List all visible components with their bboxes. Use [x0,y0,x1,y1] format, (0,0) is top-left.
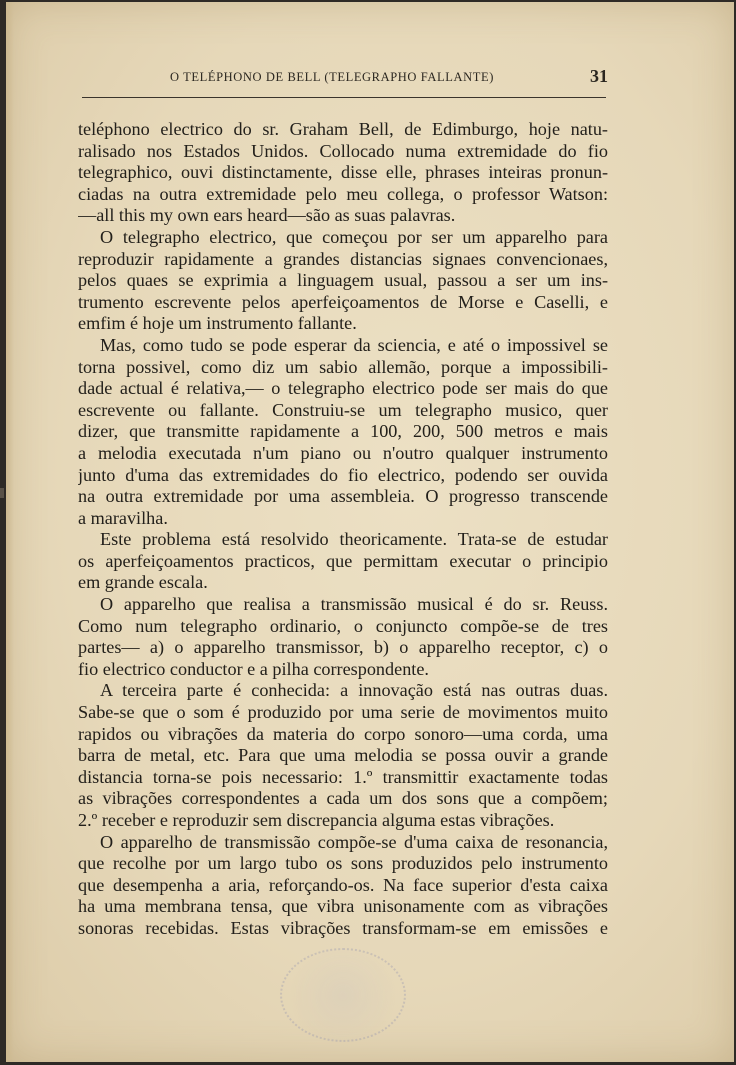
text-line: junto d'uma das extremidades do fio electrico, podendo ser ouvida [78,464,608,485]
text-line: ralisado nos Estados Unidos. Collocado numa extremidade do fio [78,140,608,161]
text-line: dade actual é relativa,— o telegrapho electrico pode ser mais do que [78,378,608,399]
body-text [78,119,608,940]
header-rule [82,97,606,98]
text-line: na outra extremidade por uma assembleia. O progresso transcende [78,486,608,507]
page-header [76,63,606,93]
page-number: 31 [590,66,608,86]
text-line: os aperfeiçoamentos practicos, que permittam executar o principio [78,550,608,571]
text-line: Como num telegrapho ordinario, o conjuncto compõe-se de tres [78,615,608,636]
text-line: Sabe-se que o som é produzido por uma serie de movimentos muito [78,702,608,723]
text-line: rapidos ou vibrações da materia do corpo sonoro—uma corda, uma [78,723,608,744]
text-line: as vibrações correspondentes a cada um dos sons que a compõem; [78,788,608,809]
text-line: —all this my own ears heard—são as suas palavras. [78,205,456,226]
text-line: O apparelho que realisa a transmissão musical é do sr. Reuss. [100,594,608,615]
text-line: ha uma membrana tensa, que vibra unisonamente com as vibrações [78,896,608,917]
text-line: barra de metal, etc. Para que uma melodia se possa ouvir a grande [78,745,608,766]
text-line: reproduzir rapidamente a grandes distancias signaes convencionaes, [78,248,608,269]
text-line: telegraphico, ouvi distinctamente, disse elle, phrases inteiras pronun- [78,162,608,183]
text-line: 2.º receber e reproduzir sem discrepancia alguma estas vibrações. [78,810,555,830]
text-line: que recolhe por um largo tubo os sons produzidos pelo instrumento [78,853,608,874]
text-line: sonoras recebidas. Estas vibrações transformam-se em emissões e [78,917,608,938]
text-line: Este problema está resolvido theoricamente. Trata-se de estudar [100,529,608,550]
text-line: a melodia executada n'um piano ou n'outro qualquer instrumento [78,442,608,463]
text-line: partes— a) o apparelho transmissor, b) o apparelho receptor, c) o [78,637,608,658]
text-line: em grande escala. [78,572,208,593]
text-line: teléphono electrico do sr. Graham Bell, de Edimburgo, hoje natu- [78,119,608,139]
text-line: escrevente ou fallante. Construiu-se um telegrapho musico, quer [78,399,608,420]
text-line: distancia torna-se pois necessario: 1.º transmittir exactamente todas [78,766,608,787]
text-line: O telegrapho electrico, que começou por ser um apparelho para [100,226,608,247]
text-line: que desempenha a aria, reforçando-os. Na face superior d'esta caixa [78,874,608,895]
margin-mark [0,488,4,498]
library-stamp [280,948,406,1042]
text-line: A terceira parte é conhecida: a innovação está nas outras duas. [100,680,608,701]
text-line: emfim é hoje um instrumento fallante. [78,313,357,334]
text-line: torna possivel, como diz um sabio allemão, porque a impossibili- [78,356,608,377]
text-line: pelos quaes se exprimia a linguagem usual, passou a ser um ins- [78,270,608,291]
text-line: trumento escrevente pelos aperfeiçoamentos de Morse e Caselli, e [78,291,608,312]
text-line: Mas, como tudo se pode esperar da sciencia, e até o impossivel se [100,334,608,355]
text-line: dizer, que transmitte rapidamente a 100, 200, 500 metros e mais [78,421,608,442]
text-line: fio electrico conductor e a pilha correspondente. [78,658,429,679]
text-line: a maravilha. [78,507,168,528]
page-gutter-shadow [6,2,14,1062]
text-line: ciadas na outra extremidade pelo meu collega, o professor Watson: [78,183,608,204]
text-line: O apparelho de transmissão compõe-se d'uma caixa de resonancia, [100,831,608,852]
running-head: O TELÉPHONO DE BELL (TELEGRAPHO FALLANTE) [170,70,494,84]
